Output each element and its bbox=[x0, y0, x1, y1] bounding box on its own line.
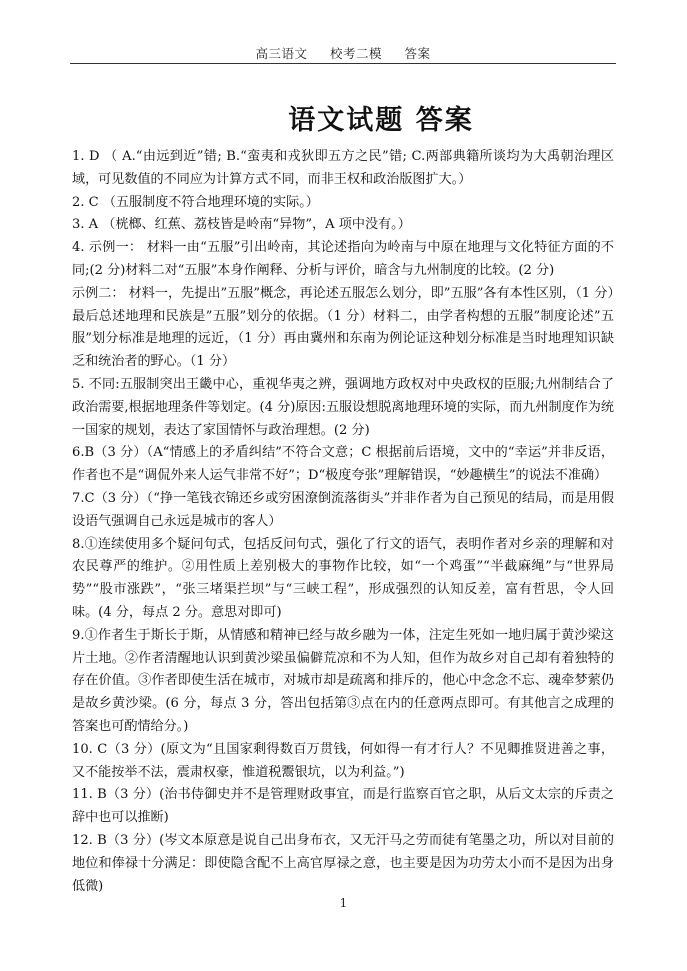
answer-item: 6.B（3 分）（A“情感上的矛盾纠结”不符合文意；C 根据前后语境，文中的“幸运”并非反语，作者也不是“调侃外来人运气非常不好”；D“极度夸张”理解错误，“妙趣横生”的说法不准确） bbox=[72, 445, 614, 484]
header-rule bbox=[70, 63, 616, 64]
answer-item: 2. C （五服制度不符合地理环境的实际。） bbox=[72, 194, 319, 210]
header-grade: 高三语文 bbox=[255, 46, 308, 61]
answer-item: 10. C（3 分）(原文为“且国家剩得数百万贯钱，何如得一有才行人？不见卿推贤进善之事，又不能按举不法，震肃权豪，惟道税鬻银坑，以为利益。”) bbox=[72, 741, 614, 780]
answer-item: 4. 示例一： 材料一由“五服”引出岭南，其论述指向为岭南与中原在地理与文化特征方面的不同;(2 分)材料二对“五服”本身作阐释、分析与评价，暗含与九州制度的比较。(2 分) bbox=[72, 240, 614, 278]
header-doc-type: 答案 bbox=[404, 46, 431, 61]
answer-item: 3. A （桄榔、红蕉、荔枝皆是岭南“异物”，A 项中没有。） bbox=[72, 217, 411, 233]
page-number: 1 bbox=[339, 896, 348, 910]
page-title: 语文试题 答案 bbox=[288, 105, 474, 136]
answer-item: 8.①连续使用多个疑问句式，包括反问句式，强化了行文的语气，表明作者对乡亲的理解和对农民尊严的维护。②用性质上差别极大的事物作比较，如“一个鸡蛋”“半截麻绳”与“世界局势”“股市涨跌”，“张三堵渠拦坝”与“三峡工程”，形成强烈的认知反差，富有哲思，令人回味。(4 分，每点 2 分。意思对即可) bbox=[72, 536, 614, 620]
answer-item: 11. B（3 分）(治书侍御史并不是管理财政事宜，而是行监察百官之职，从后文太宗的斥责之辞中也可以推断) bbox=[72, 787, 614, 826]
answer-item: 7.C（3 分）（“挣一笔钱衣锦还乡或穷困潦倒流落街头”并非作者为自己预见的结局，而是用假设语气强调自己永远是城市的客人） bbox=[72, 490, 614, 529]
answer-item: 12. B（3 分）(岑文本原意是说自己出身布衣，又无汗马之劳而徒有笔墨之功，所以对目前的地位和俸禄十分满足：即使隐含配不上高官厚禄之意，也主要是因为功劳太小而不是因为出身低微) bbox=[72, 832, 614, 894]
answer-item: 9.①作者生于斯长于斯，从情感和精神已经与故乡融为一体，注定生死如一地归属于黄沙梁这片土地。②作者清醒地认识到黄沙梁虽偏僻荒凉和不为人知，但作为故乡对自己却有着独特的存在价值。③作者即使生活在城市，对城市却是疏离和排斥的，他心中念念不忘、魂牵梦萦仍是故乡黄沙梁。(6 分，每点 3 分，答出包括第③点在内的任意两点即可。有其他言之成理的答案也可酌情给分。) bbox=[72, 627, 614, 734]
header-exam: 校考二模 bbox=[329, 46, 382, 61]
answer-item: 示例二： 材料一，先提出”五服”概念，再论述五服怎么划分，即”五服”各有本性区别，（1 分）最后总述地理和民族是”五服”划分的依据。（1 分）材料二，由学者构想的五服”制度论述”五服”划分标准是地理的远近，（1 分）再由冀州和东南为例论证这种划分标准是当时地理知识缺乏和统治者的野心。（1 分） bbox=[72, 285, 614, 370]
answer-item: 5. 不同:五服制突出王畿中心，重视华夷之辨，强调地方政权对中央政权的臣服;九州制结合了政治需要,根据地理条件等划定。(4 分)原因:五服设想脱离地理环境的实际，而九州制度作为统一国家的规划，表达了家国情怀与政治理想。(2 分) bbox=[72, 376, 614, 438]
answer-list bbox=[72, 146, 614, 898]
answer-item: 1. D （ A.“由远到近”错; B.“蛮夷和戎狄即五方之民”错; C.两部典籍所谈均为大禹朝治理区域，可见数值的不同应为计算方式不同，而非王权和政治版图扩大。） bbox=[72, 149, 614, 187]
page-header bbox=[70, 44, 616, 62]
